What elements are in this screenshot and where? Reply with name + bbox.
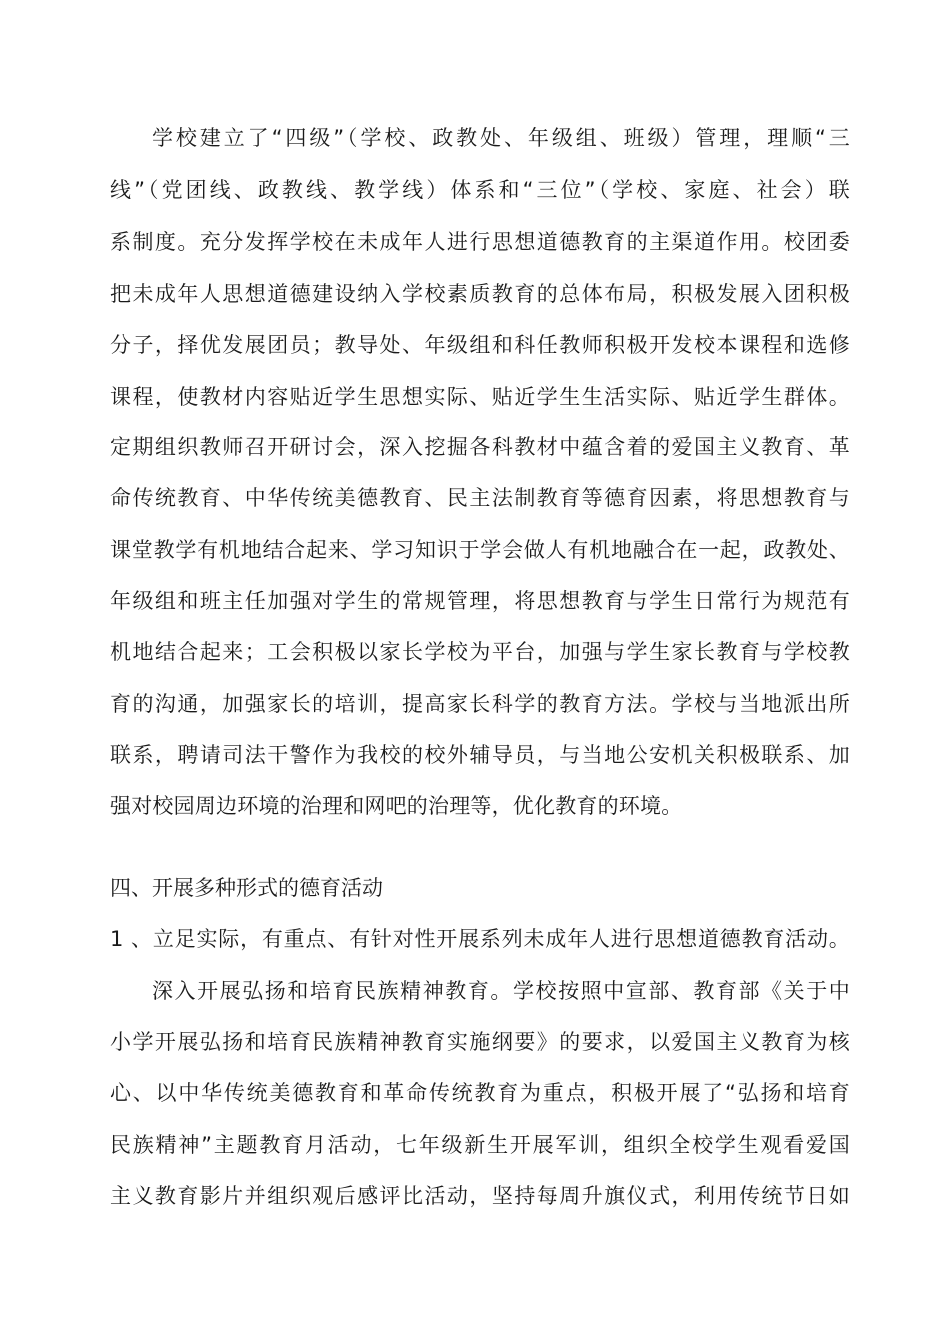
paragraph-line: 民族精神”主题教育月活动，七年级新生开展军训，组织全校学生观看爱国 xyxy=(110,1133,850,1157)
paragraph-line: 线”（党团线、政教线、教学线）体系和“三位”（学校、家庭、社会）联 xyxy=(110,178,850,202)
paragraph-line: 强对校园周边环境的治理和网吧的治理等，优化教育的环境。 xyxy=(110,794,683,818)
paragraph-line: 深入开展弘扬和培育民族精神教育。学校按照中宣部、教育部《关于中 xyxy=(152,979,850,1003)
paragraph-line: 把未成年人思想道德建设纳入学校素质教育的总体布局，积极发展入团积极 xyxy=(110,282,850,306)
paragraph-line: 定期组织教师召开研讨会，深入挖掘各科教材中蕴含着的爱国主义教育、革 xyxy=(110,435,850,459)
paragraph-line: 系制度。充分发挥学校在未成年人进行思想道德教育的主渠道作用。校团委 xyxy=(110,230,850,254)
paragraph-line: 心、以中华传统美德教育和革命传统教育为重点，积极开展了“弘扬和培育 xyxy=(110,1081,850,1105)
paragraph-line: 联系，聘请司法干警作为我校的校外辅导员，与当地公安机关积极联系、加 xyxy=(110,743,850,767)
paragraph-line: 小学开展弘扬和培育民族精神教育实施纲要》的要求，以爱国主义教育为核 xyxy=(110,1030,850,1054)
paragraph-line: 机地结合起来；工会积极以家长学校为平台，加强与学生家长教育与学校教 xyxy=(110,640,850,664)
paragraph-line: 学校建立了“四级”（学校、政教处、年级组、班级）管理，理顺“三 xyxy=(152,126,850,150)
paragraph-line: 主义教育影片并组织观后感评比活动，坚持每周升旗仪式，利用传统节日如 xyxy=(110,1184,850,1208)
paragraph-line: 课程，使教材内容贴近学生思想实际、贴近学生生活实际、贴近学生群体。 xyxy=(110,385,850,409)
paragraph-line: 分子，择优发展团员；教导处、年级组和科任教师积极开发校本课程和选修 xyxy=(110,333,850,357)
subheading: 1 、立足实际，有重点、有针对性开展系列未成年人进行思想道德教育活动。 xyxy=(110,927,850,951)
paragraph-line: 命传统教育、中华传统美德教育、民主法制教育等德育因素，将思想教育与 xyxy=(110,486,850,510)
paragraph-line: 育的沟通，加强家长的培训，提高家长科学的教育方法。学校与当地派出所 xyxy=(110,692,850,716)
paragraph-line: 年级组和班主任加强对学生的常规管理，将思想教育与学生日常行为规范有 xyxy=(110,589,850,613)
paragraph-line: 课堂教学有机地结合起来、学习知识于学会做人有机地融合在一起，政教处、 xyxy=(110,538,850,562)
section-heading: 四、开展多种形式的德育活动 xyxy=(110,876,383,900)
